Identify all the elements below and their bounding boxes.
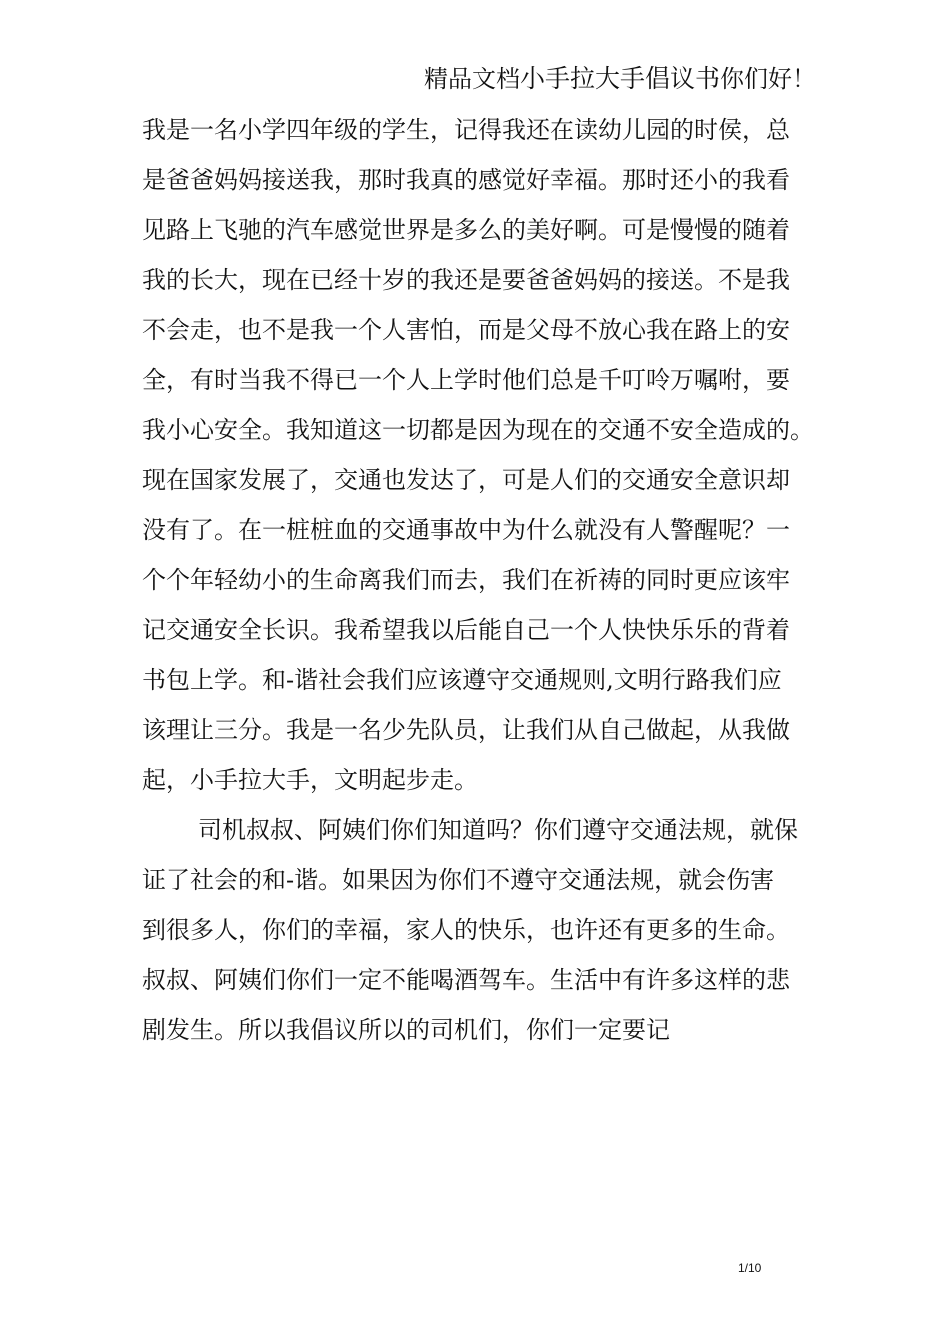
text-line: 个个年轻幼小的生命离我们而去，我们在祈祷的同时更应该牢 [142, 566, 790, 594]
text-line: 证了社会的和-谐。如果因为你们不遵守交通法规，就会伤害 [142, 866, 775, 894]
text-line: 该理让三分。我是一名少先队员，让我们从自己做起，从我做 [142, 716, 790, 744]
text-line: 到很多人，你们的幸福，家人的快乐，也许还有更多的生命。 [142, 916, 790, 944]
text-line: 剧发生。所以我倡议所以的司机们，你们一定要记 [142, 1016, 670, 1044]
page-header [424, 62, 894, 96]
doc-title: 小手拉大手倡议书 [520, 64, 721, 93]
text-line: 不会走，也不是我一个人害怕，而是父母不放心我在路上的安 [142, 316, 790, 344]
text-line: 我小心安全。我知道这一切都是因为现在的交通不安全造成的。 [142, 416, 814, 444]
text-line-indented: 司机叔叔、阿姨们你们知道吗？你们遵守交通法规，就保 [198, 816, 798, 844]
text-line: 书包上学。和-谐社会我们应该遵守交通规则,文明行路我们应 [142, 666, 782, 694]
text-line: 见路上飞驰的汽车感觉世界是多么的美好啊。可是慢慢的随着 [142, 216, 790, 244]
body-text [142, 112, 872, 1062]
text-line: 是爸爸妈妈接送我，那时我真的感觉好幸福。那时还小的我看 [142, 166, 790, 194]
text-line: 我的长大，现在已经十岁的我还是要爸爸妈妈的接送。不是我 [142, 266, 790, 294]
text-line: 全，有时当我不得已一个人上学时他们总是千叮呤万嘱咐，要 [142, 366, 790, 394]
page-number: 1/10 [738, 1261, 762, 1275]
text-line: 叔叔、阿姨们你们一定不能喝酒驾车。生活中有许多这样的悲 [142, 966, 790, 994]
text-line: 现在国家发展了，交通也发达了，可是人们的交通安全意识却 [142, 466, 790, 494]
greeting: 你们好！ [720, 65, 817, 93]
doc-label: 精品文档 [424, 65, 520, 93]
text-line: 没有了。在一桩桩血的交通事故中为什么就没有人警醒呢？一 [142, 516, 790, 544]
text-line: 记交通安全长识。我希望我以后能自己一个人快快乐乐的背着 [142, 616, 790, 644]
text-line: 我是一名小学四年级的学生，记得我还在读幼儿园的时侯，总 [142, 116, 790, 144]
text-line: 起，小手拉大手，文明起步走。 [142, 766, 478, 794]
